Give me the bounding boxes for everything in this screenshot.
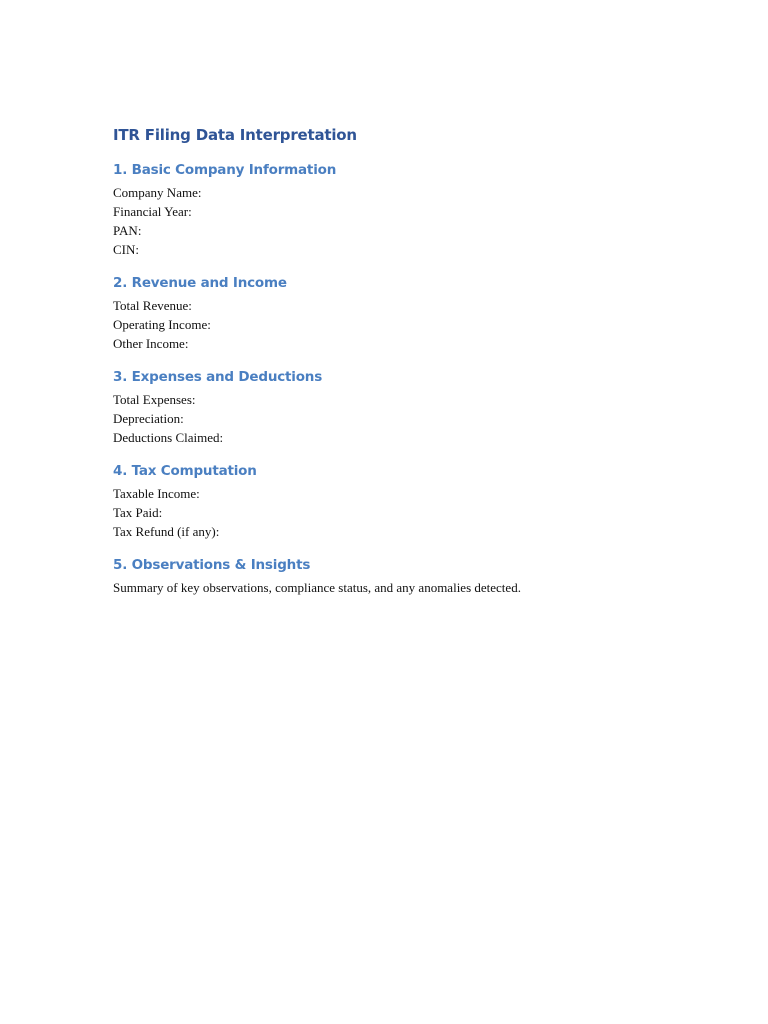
section-heading: 5. Observations & Insights [113, 557, 311, 573]
document-title: ITR Filing Data Interpretation [113, 126, 357, 144]
field-total-expenses: Total Expenses: [113, 392, 196, 407]
field-total-revenue: Total Revenue: [113, 298, 192, 313]
field-cin: CIN: [113, 242, 139, 257]
field-pan: PAN: [113, 223, 142, 238]
document-body [113, 124, 673, 610]
field-list [113, 296, 673, 353]
section-heading: 1. Basic Company Information [113, 162, 337, 178]
section-expenses-and-deductions [113, 366, 673, 447]
field-tax-refund: Tax Refund (if any): [113, 524, 220, 539]
field-deductions-claimed: Deductions Claimed: [113, 430, 224, 445]
section-revenue-and-income [113, 272, 673, 353]
section-tax-computation [113, 460, 673, 541]
field-list [113, 183, 673, 259]
field-list [113, 484, 673, 541]
field-tax-paid: Tax Paid: [113, 505, 163, 520]
field-taxable-income: Taxable Income: [113, 486, 200, 501]
field-other-income: Other Income: [113, 336, 189, 351]
observations-summary: Summary of key observations, compliance status, and any anomalies detected. [113, 580, 521, 595]
field-depreciation: Depreciation: [113, 411, 184, 426]
field-company-name: Company Name: [113, 185, 202, 200]
section-heading: 3. Expenses and Deductions [113, 369, 323, 385]
section-basic-company-information [113, 159, 673, 259]
section-heading: 2. Revenue and Income [113, 275, 287, 291]
field-financial-year: Financial Year: [113, 204, 192, 219]
field-operating-income: Operating Income: [113, 317, 211, 332]
section-heading: 4. Tax Computation [113, 463, 257, 479]
section-observations-and-insights [113, 554, 673, 597]
field-list [113, 390, 673, 447]
